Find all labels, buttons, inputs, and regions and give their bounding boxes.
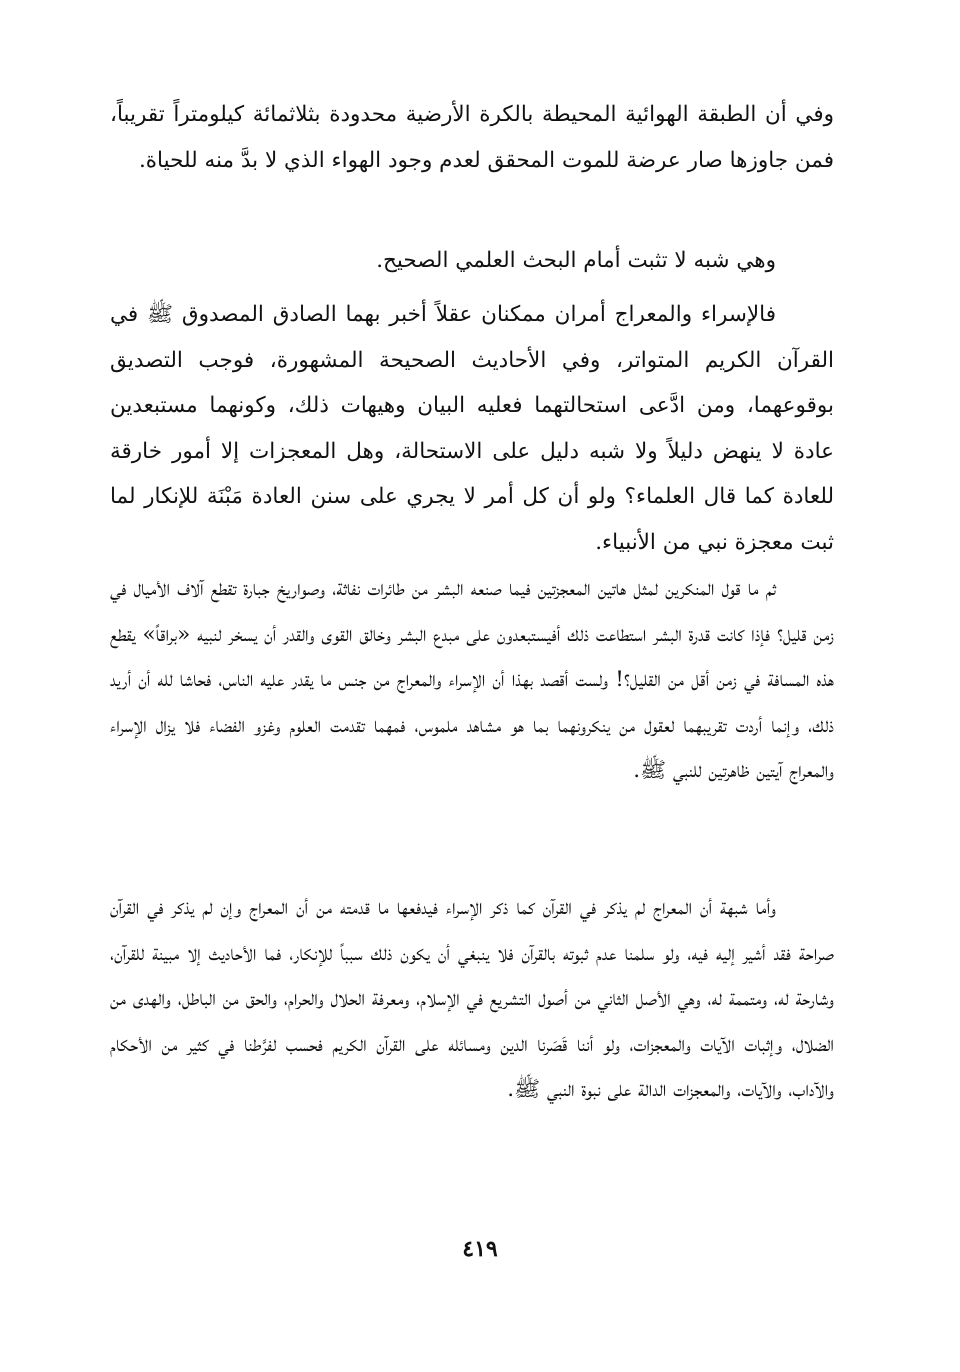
paragraph-atmosphere (110, 92, 834, 183)
paragraph-doubts-conclusion (110, 238, 834, 284)
paragraph-text: وأما شبهة أن المعراج لم يذكر في القرآن كما ذكر الإسراء فيدفعها ما قدمته من أن المعراج وإن لم يذكر في القرآن صراحة فقد أشير إليه فيه، ولو سلمنا عدم ثبوته بالقرآن فلا ينبغي أن يكون ذلك سبباً للإنكار، فما الأحاديث إلا مبينة للقرآن، وشارحة له، ومتممة له، وهي الأصل الثاني من أصول التشريع في الإسلام، ومعرفة الحلال والحرام، والحق من الباطل، والهدى من الضلال، وإثبات الآيات والمعجزات، ولو أننا قَصَرنا الدين ومسائله على القرآن الكريم فحسب لفرَّطنا في كثير من الأحكام والآداب، والآيات، والمعجزات الدالة على نبوة النبي ﷺ. (110, 895, 834, 1103)
page-number: ٤١٩ (462, 1236, 498, 1262)
paragraph-miraj-quran (110, 885, 834, 1113)
paragraph-text: ثم ما قول المنكرين لمثل هاتين المعجزتين فيما صنعه البشر من طائرات نفاثة، وصواريخ جبارة تقطع آلاف الأميال في زمن قليل؟ فإذا كانت قدرة البشر استطاعت ذلك أفيستبعدون على مبدع البشر وخالق القوى والقدر أن يسخر لنبيه «براقاً» يقطع هذه المسافة في زمن أقل من القليل؟! ولست أقصد بهذا أن الإسراء والمعراج من جنس ما يقدر عليه الناس، فحاشا لله أن أريد ذلك، وإنما أردت تقريبهما لعقول من ينكرونهما بما هو مشاهد ملموس، فمهما تقدمت العلوم وغزو الفضاء فلا يزال الإسراء والمعراج آيتين ظاهرتين للنبي ﷺ. (110, 576, 834, 784)
paragraph-deniers-question (110, 566, 834, 794)
paragraph-isra-miraj-possible (110, 292, 834, 566)
paragraph-text: وهي شبه لا تثبت أمام البحث العلمي الصحيح. (376, 248, 776, 273)
paragraph-text: فالإسراء والمعراج أمران ممكنان عقلاً أخبر بهما الصادق المصدوق ﷺ في القرآن الكريم المتواتر، وفي الأحاديث الصحيحة المشهورة، فوجب التصديق بوقوعهما، ومن ادَّعى استحالتهما فعليه البيان وهيهات ذلك، وكونهما مستبعدين عادة لا ينهض دليلاً ولا شبه دليل على الاستحالة، وهل المعجزات إلا أمور خارقة للعادة كما قال العلماء؟ ولو أن كل أمر لا يجري على سنن العادة مَبْنَة للإنكار لما ثبت معجزة نبي من الأنبياء. (110, 302, 834, 555)
paragraph-text: وفي أن الطبقة الهوائية المحيطة بالكرة الأرضية محدودة بثلاثمائة كيلومتراً تقريباً، فمن جاوزها صار عرضة للموت المحقق لعدم وجود الهواء الذي لا بدَّ منه للحياة. (110, 102, 834, 173)
